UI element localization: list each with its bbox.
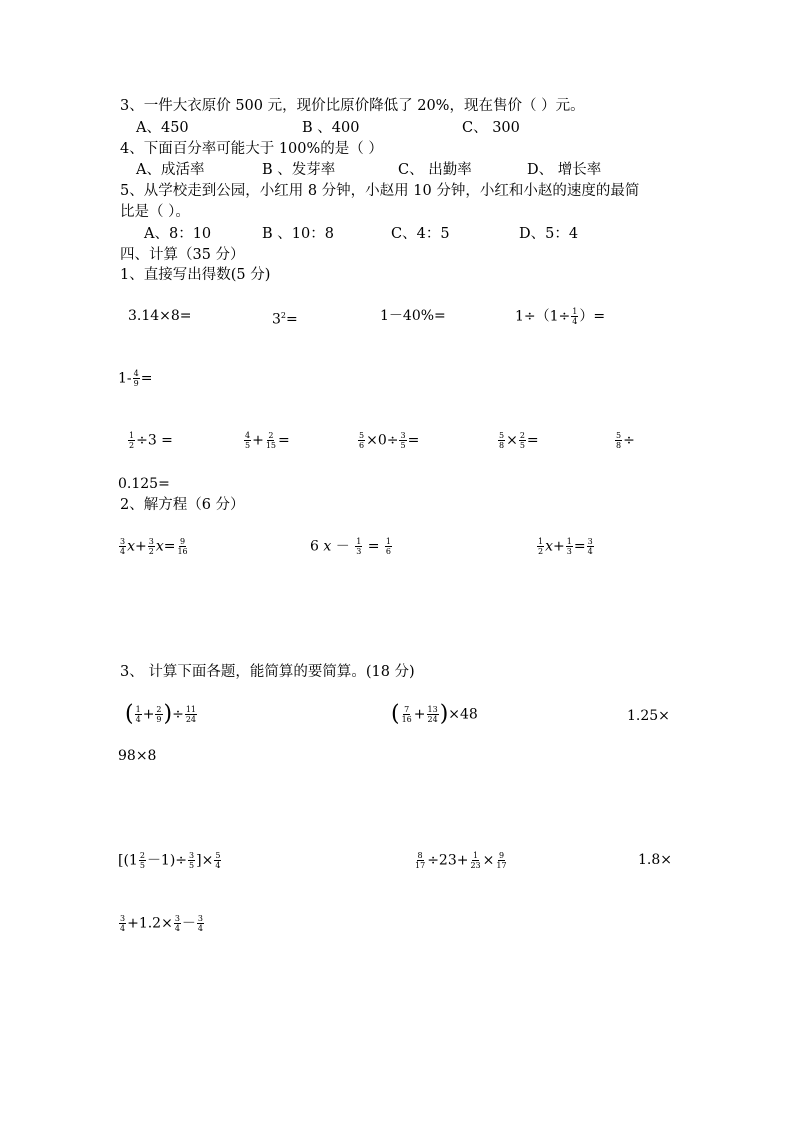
q4-option-d: D、 增长率 — [527, 162, 602, 178]
q5-option-d: D、5：4 — [519, 226, 579, 242]
equation-2: 6 x － $\frac{1}{3}$ = $\frac{1}{6}$ — [310, 537, 392, 556]
oral-item-j: $\frac{5}{8}$ ÷ — [616, 431, 635, 450]
oral-item-g: $\frac{4}{5}$ + $\frac{2}{15}$ = — [245, 431, 290, 450]
section-4-title: 四、计算（35 分） — [120, 247, 245, 263]
oral-item-b: $3^2=$ — [272, 311, 298, 328]
oral-item-i: $\frac{5}{8}$ × $\frac{2}{5}$ = — [499, 431, 539, 450]
q3-option-b: B 、400 — [302, 120, 360, 136]
oral-item-a: 3.14×8= — [128, 308, 192, 324]
equation-1: $\frac{3}{4}$ x+ $\frac{3}{2}$ x= $\frac{9}{16}$ — [120, 537, 188, 556]
oral-item-e: 1- $\frac{4}{9}$ = — [118, 369, 153, 388]
simplify-problem-1: ( $\frac{1}{4}$ + $\frac{2}{9}$ )÷ $\frac{11}{24}$ — [125, 701, 197, 727]
q3-option-c: C、 300 — [462, 120, 520, 136]
oral-item-c: 1－40%= — [380, 308, 446, 324]
oral-item-d: 1÷（1÷ $\frac{1}{4}$ ）= — [515, 307, 606, 326]
simplify-problem-3: 1.25× — [627, 708, 670, 724]
question-5-stem-line1: 5、从学校走到公园，小红用 8 分钟，小赵用 10 分钟，小红和小赵的速度的最简 — [120, 183, 640, 199]
q4-option-b: B 、发芽率 — [262, 162, 336, 178]
q5-option-b: B 、10：8 — [262, 226, 334, 242]
question-4-stem: 4、下面百分率可能大于 100%的是（ ） — [120, 141, 383, 157]
part-2-title: 2、解方程（6 分） — [120, 497, 245, 513]
oral-item-h: $\frac{5}{6}$ ×0÷ $\frac{3}{5}$ = — [359, 431, 420, 450]
q4-option-a: A、成活率 — [136, 162, 205, 178]
q5-option-a: A、8：10 — [144, 226, 212, 242]
part-1-title: 1、直接写出得数(5 分) — [120, 267, 271, 283]
oral-item-f: $\frac{1}{2}$ ÷3 = — [129, 431, 173, 450]
simplify-problem-3-wrap: 98×8 — [118, 748, 157, 764]
question-5-stem-line2: 比是（ ）。 — [120, 204, 190, 220]
q5-option-c: C、4：5 — [391, 226, 450, 242]
simplify-problem-2: ( $\frac{7}{16}$ + $\frac{13}{24}$ )×48 — [391, 701, 478, 727]
equation-3: $\frac{1}{2}$ x+ $\frac{1}{3}$ = $\frac{3}{4}$ — [538, 537, 593, 556]
simplify-problem-6: 1.8× — [638, 852, 672, 868]
question-3-stem: 3、一件大衣原价 500 元，现价比原价降低了 20%，现在售价（ ）元。 — [120, 98, 585, 114]
q3-option-a: A、450 — [136, 120, 189, 136]
simplify-problem-5: $\frac{8}{17}$ ÷23+ $\frac{1}{23}$ × $\frac{9}{17}$ — [415, 851, 507, 870]
q4-option-c: C、 出勤率 — [398, 162, 472, 178]
oral-item-j-wrap: 0.125= — [118, 476, 170, 492]
simplify-problem-4: [(1 $\frac{2}{5}$ －1)÷ $\frac{3}{5}$ ]× $\frac{5}{4}$ — [118, 851, 221, 870]
simplify-problem-6-wrap: $\frac{3}{4}$ +1.2× $\frac{3}{4}$ － $\frac{3}{4}$ — [120, 914, 204, 933]
part-3-title: 3、 计算下面各题，能简算的要简算。(18 分) — [120, 664, 415, 680]
